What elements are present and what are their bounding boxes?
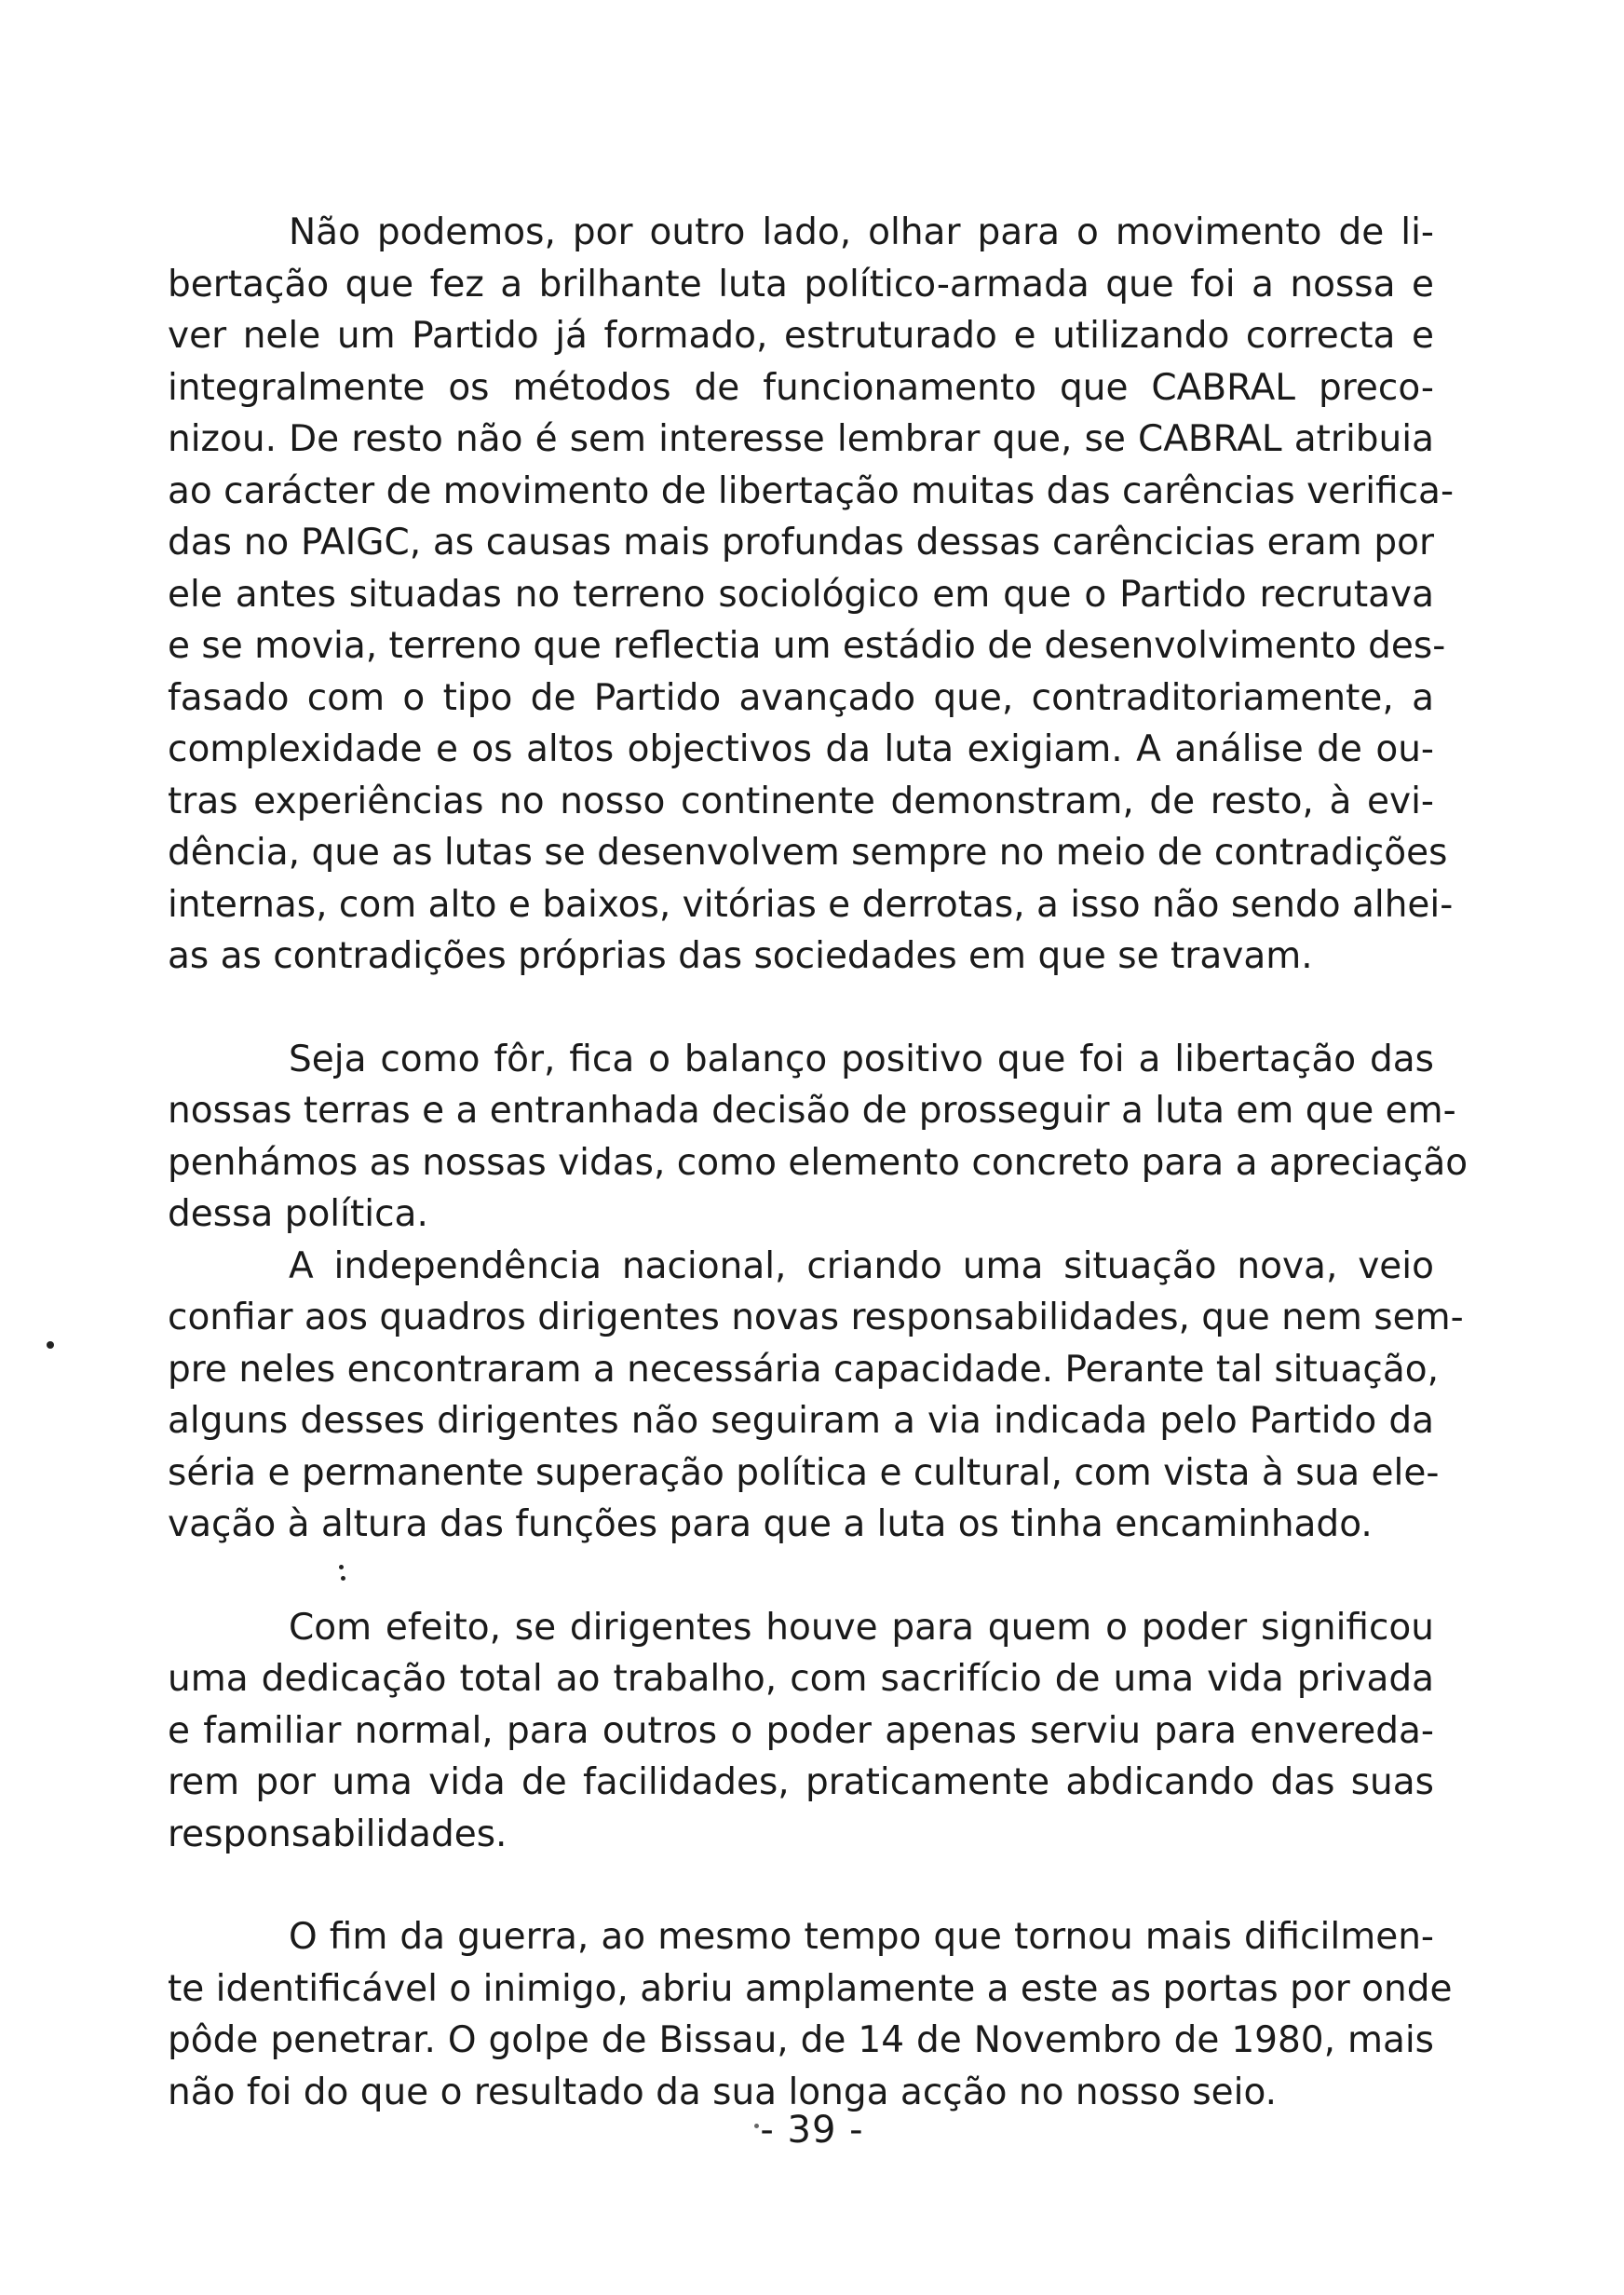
paragraph-1: [168, 207, 1455, 983]
scan-speck: [339, 1565, 344, 1569]
text-line: séria e permanente superação política e cultural, com vista à sua ele-: [168, 1451, 1440, 1494]
text-line: tras experiências no nosso continente demonstram, de resto, à evi-: [168, 780, 1434, 822]
text-line: ele antes situadas no terreno sociológico em que o Partido recrutava: [168, 573, 1434, 616]
paragraph-2: [168, 1034, 1468, 1241]
paragraph-5: [168, 1911, 1453, 2118]
paragraph-4: [168, 1602, 1434, 1861]
text-line: Não podemos, por outro lado, olhar para o movimento de li-: [289, 211, 1434, 253]
scan-speck: [341, 1576, 345, 1581]
text-line: dessa política.: [168, 1193, 428, 1235]
text-line: dência, que as lutas se desenvolvem sempre no meio de contradições: [168, 832, 1448, 874]
text-line: ver nele um Partido já formado, estruturado e utilizando correcta e: [168, 315, 1434, 357]
body-text: [168, 207, 1468, 2118]
scan-speck: [754, 2124, 759, 2128]
text-line: e familiar normal, para outros o poder apenas serviu para envereda-: [168, 1709, 1434, 1752]
text-line: ao carácter de movimento de libertação muitas das carências verifica-: [168, 469, 1455, 512]
scan-speck: [47, 1341, 54, 1349]
text-line: complexidade e os altos objectivos da luta exigiam. A análise de ou-: [168, 728, 1434, 770]
text-line: vação à altura das funções para que a luta os tinha encaminhado.: [168, 1503, 1373, 1545]
text-line: O fim da guerra, ao mesmo tempo que tornou mais dificilmen-: [289, 1916, 1434, 1958]
text-line: A independência nacional, criando uma situação nova, veio: [289, 1244, 1434, 1287]
text-line: bertação que fez a brilhante luta político-armada que foi a nossa e: [168, 263, 1434, 306]
text-line: e se movia, terreno que reflectia um estádio de desenvolvimento des-: [168, 625, 1446, 667]
text-line: das no PAIGC, as causas mais profundas dessas carêncicias eram por: [168, 522, 1434, 564]
text-line: as as contradições próprias das sociedades em que se travam.: [168, 935, 1313, 977]
paragraph-spacer: [168, 1551, 1434, 1602]
text-line: não foi do que o resultado da sua longa acção no nosso seio.: [168, 2071, 1278, 2113]
paragraph-spacer: [168, 983, 1434, 1034]
text-line: nizou. De resto não é sem interesse lembrar que, se CABRAL atribuia: [168, 418, 1434, 460]
text-line: integralmente os métodos de funcionamento que CABRAL preco-: [168, 366, 1434, 409]
text-line: rem por uma vida de facilidades, praticamente abdicando das suas: [168, 1761, 1434, 1803]
text-line: alguns desses dirigentes não seguiram a via indicada pelo Partido da: [168, 1400, 1434, 1442]
text-line: internas, com alto e baixos, vitórias e derrotas, a isso não sendo alhei-: [168, 883, 1454, 926]
text-line: fasado com o tipo de Partido avançado que, contraditoriamente, a: [168, 676, 1434, 719]
text-line: uma dedicação total ao trabalho, com sacrifício de uma vida privada: [168, 1658, 1434, 1700]
page-number: - 39 -: [760, 2109, 864, 2152]
text-line: te identificável o inimigo, abriu amplamente a este as portas por onde: [168, 1967, 1453, 2010]
paragraph-3: [168, 1241, 1464, 1551]
text-line: nossas terras e a entranhada decisão de prosseguir a luta em que em-: [168, 1090, 1456, 1132]
text-line: confiar aos quadros dirigentes novas responsabilidades, que nem sem-: [168, 1297, 1464, 1338]
text-line: pôde penetrar. O golpe de Bissau, de 14 de Novembro de 1980, mais: [168, 2019, 1434, 2061]
text-line: Seja como fôr, fica o balanço positivo que foi a libertação das: [289, 1038, 1434, 1080]
text-line: pre neles encontraram a necessária capacidade. Perante tal situação,: [168, 1348, 1440, 1391]
paragraph-spacer: [168, 1860, 1434, 1911]
text-line: responsabilidades.: [168, 1813, 508, 1855]
text-line: penhámos as nossas vidas, como elemento concreto para a apreciação: [168, 1141, 1468, 1184]
text-line: Com efeito, se dirigentes houve para quem o poder significou: [289, 1606, 1434, 1649]
